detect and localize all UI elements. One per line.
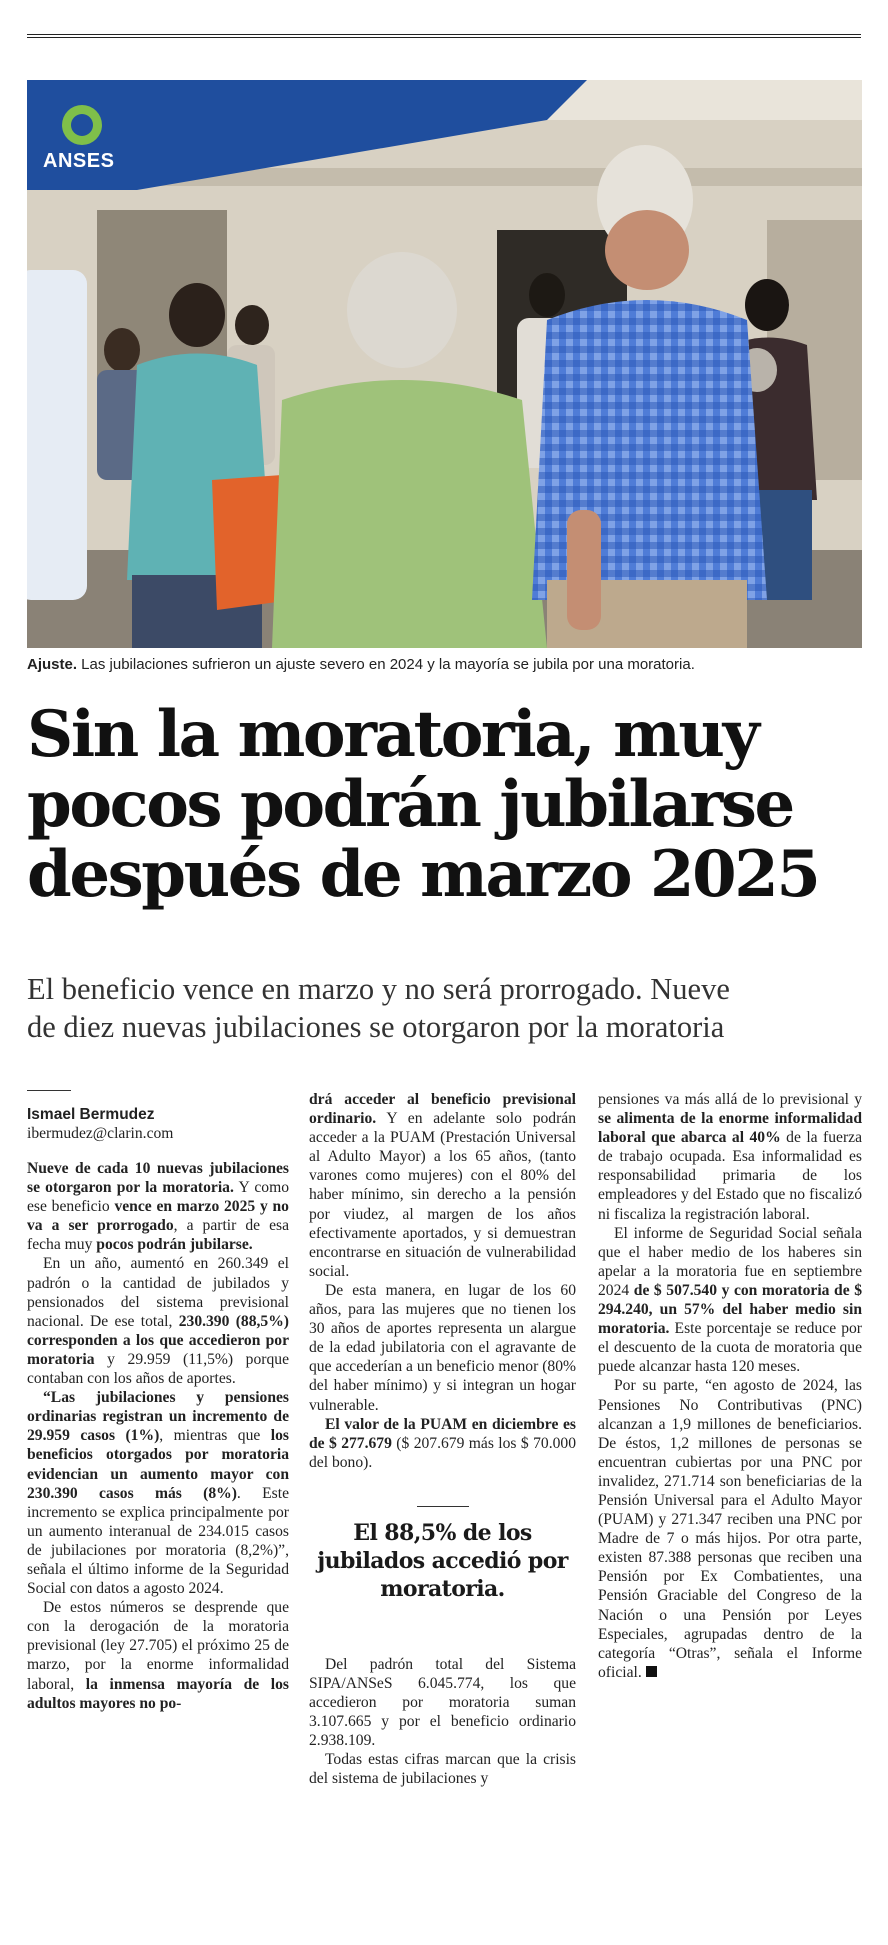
article-column-3 (598, 1090, 862, 1682)
paragraph: drá acceder al beneficio previsional ordinario. Y en adelante solo podrán acceder a la PUAM (Prestación Universal al Adulto Mayor) a los 65 años, (tanto varones como mujeres) con el 80% del haber mínimo, sin derecho a la pensión por viudez, al margen de los años efectivamente aportados, y si demuestran encontrarse en situación de vulnerabilidad social. (309, 1091, 576, 1280)
photo-illustration (27, 80, 862, 648)
byline-rule (27, 1090, 71, 1091)
paragraph: De estos números se desprende que con la derogación de la moratoria previsional (ley 27.705) el próximo 25 de marzo, por la enorme informalidad laboral, la inmensa mayoría de los adultos mayores no po- (27, 1599, 289, 1712)
paragraph: El valor de la PUAM en diciembre es de $ 277.679 ($ 207.679 más los $ 70.000 del bono). (309, 1415, 576, 1471)
subheadline (27, 970, 867, 1046)
anses-sign-text: ANSES (43, 150, 115, 172)
paragraph: Todas estas cifras marcan que la crisis del sistema de jubilaciones y (309, 1751, 576, 1788)
headline-line-1: Sin la moratoria, muy (27, 697, 758, 772)
news-photo (27, 80, 862, 648)
subhead-line-2: de diez nuevas jubilaciones se otorgaron por la moratoria (27, 1010, 725, 1044)
paragraph: De esta manera, en lugar de los 60 años, para las mujeres que no tienen los 30 años de aportes representa un alargue de la edad jubilatoria con el agravante de que accederían a un beneficio menor (80% del haber mínimo) y si integran un hogar vulnerable. (309, 1281, 576, 1414)
article-column-2 (309, 1090, 576, 1789)
paragraph: En un año, aumentó en 260.349 el padrón o la cantidad de jubilados y pensionados del sistema previsional nacional. De ese total, 230.390 (88,5%) corresponden a los que accedieron por moratoria y 29.959 (11,5%) porque contaban con los años de aportes. (27, 1255, 289, 1388)
end-of-article-icon (646, 1666, 657, 1677)
paragraph: pensiones va más allá de lo previsional y se alimenta de la enorme informalidad laboral que abarca al 40% de la fuerza de trabajo ocupada. Esa informalidad es responsabilidad primaria de los empleadores y del Estado que no fiscalizó ni fiscaliza la registración laboral. (598, 1091, 862, 1223)
subhead-line-1: El beneficio vence en marzo y no será prorrogado. Nueve (27, 972, 730, 1006)
caption-label: Ajuste. (27, 656, 78, 673)
paragraph: Por su parte, “en agosto de 2024, las Pensiones No Contributivas (PNC) alcanzan a 1,9 millones de beneficiarios. De éstos, 1,2 millones de personas se encuentran cubiertas por una PNC por invalidez, 271.714 son beneficiarias de la Pensión Universal para el Adulto Mayor (PUAM) y 271.347 reciben una PNC por Madre de 7 o más hijos. Por otra parte, existen 87.388 personas que reciben una Pensión por Ex Combatientes, una Pensión Graciable del Congreso de la Nación o una Pensión por Leyes Especiales, agrupadas dentro de la categoría “Otras”, señala el Informe oficial. (598, 1377, 862, 1681)
photo-caption (27, 656, 862, 674)
paragraph: Nueve de cada 10 nuevas jubilaciones se otorgaron por la moratoria. Y como ese beneficio vence en marzo 2025 y no va a ser prorrogado, a partir de esa fecha muy pocos podrán jubilarse. (27, 1160, 290, 1254)
author-email[interactable]: ibermudez@clarin.com (27, 1125, 174, 1142)
pull-quote-rule (417, 1506, 469, 1507)
article-column-1 (27, 1090, 289, 1713)
paragraph: “Las jubilaciones y pensiones ordinarias registran un incremento de 29.959 casos (1%), mientras que los beneficios otorgados por moratoria evidencian un aumento mayor con 230.390 casos más (8%). Este incremento se explica principalmente por un aumento interanual de 234.015 casos de jubilaciones por moratoria (8,2%)”, señala el último informe de la Seguridad Social con datos a agosto 2024. (27, 1389, 289, 1598)
paragraph: El informe de Seguridad Social señala que el haber medio de los haberes sin apelar a la moratoria fue en septiembre 2024 de $ 507.540 y con moratoria de $ 294.240, un 57% del haber medio sin moratoria. Este porcentaje se reduce por el descuento de la cuota de moratoria que puede alcanzar hasta 120 meses. (598, 1224, 862, 1376)
caption-text: Las jubilaciones sufrieron un ajuste severo en 2024 y la mayoría se jubila por una moratoria. (77, 656, 695, 673)
headline (27, 697, 867, 912)
author-name: Ismael Bermudez (27, 1106, 155, 1123)
top-rule (27, 34, 861, 38)
pull-quote-text: El 88,5% de los jubilados accedió por moratoria. (317, 1519, 568, 1602)
paragraph: Del padrón total del Sistema SIPA/ANSeS 6.045.774, los que accedieron por moratoria suman 3.107.665 y por el beneficio ordinario 2.938.109. (309, 1655, 576, 1750)
headline-line-3: después de marzo 2025 (27, 837, 819, 912)
pull-quote (309, 1506, 576, 1603)
headline-line-2: pocos podrán jubilarse (27, 767, 793, 842)
